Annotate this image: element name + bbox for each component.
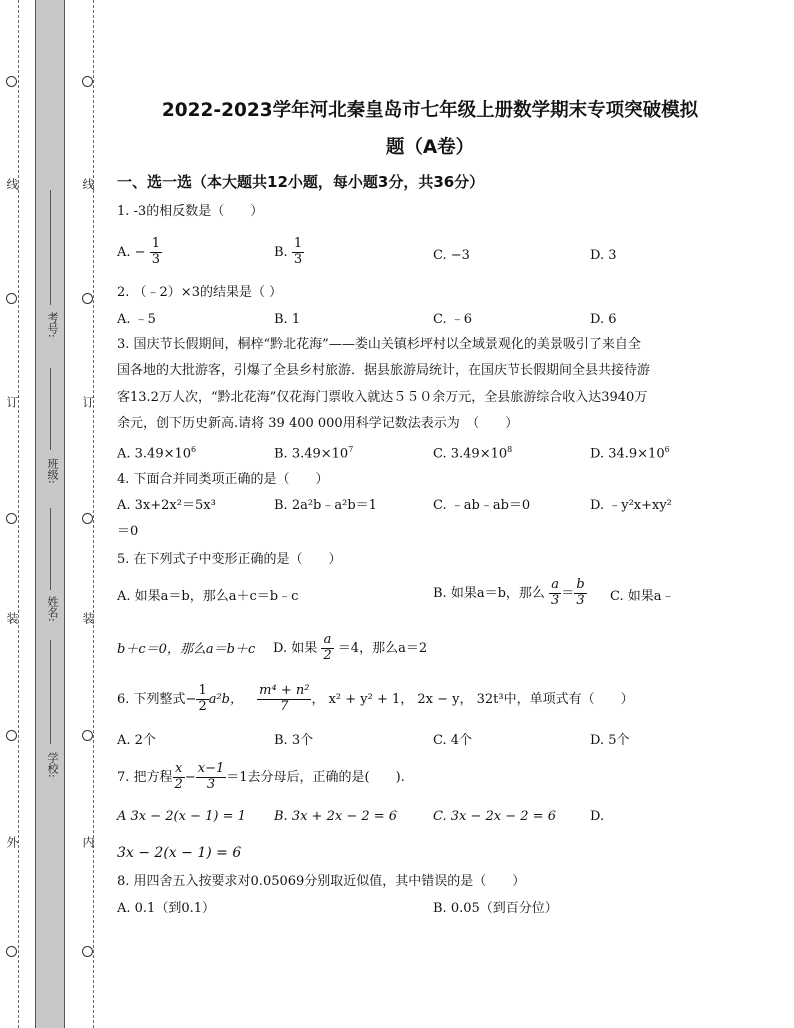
q5-b-prefix: B. 如果a＝b，那么: [433, 585, 545, 601]
q2-option-a: A. ﹣5: [117, 312, 156, 327]
q5-d-fraction: [321, 633, 333, 664]
q7-option-a: A 3x − 2(x − 1) = 1: [117, 809, 246, 824]
q4-option-c: C. ﹣ab﹣ab＝0: [433, 498, 531, 513]
punch-hole-right-3: [82, 513, 93, 524]
q4-option-d-continued: ＝0: [117, 524, 139, 539]
class-line: [50, 368, 51, 450]
q6-terms-rest: ， x² + y² + 1， 2x − y， 32t³中，单项式有（ ）: [311, 691, 634, 707]
q6-prefix: 6. 下列整式−: [117, 691, 197, 707]
q4-option-a: A. 3x+2x²＝5x³: [117, 498, 216, 513]
q6-option-a: A. 2个: [117, 733, 156, 748]
q6-stem: [117, 684, 634, 715]
q7-prefix: 7. 把方程: [117, 769, 173, 785]
q7-fraction-1: [173, 762, 185, 793]
q2-option-b: B. 1: [274, 312, 301, 327]
q3-line-2: 国各地的大批游客，引爆了全县乡村旅游．据县旅游局统计，在国庆节长假期间全县共接待游: [117, 363, 651, 378]
q6-option-b: B. 3个: [274, 733, 314, 748]
q3-option-a: [117, 446, 196, 460]
q5-option-a: A. 如果a＝b，那么a＋c＝b﹣c: [117, 589, 299, 604]
q1-b-fraction: [292, 237, 304, 268]
q5-option-b: [433, 578, 587, 609]
margin-char-wai: 外: [5, 836, 19, 848]
class-label: 班级:: [46, 458, 59, 484]
q5-stem: 5. 在下列式子中变形正确的是（ ）: [117, 552, 342, 567]
q1-a-fraction: [150, 237, 162, 268]
q7-minus: −: [184, 769, 196, 785]
school-label: 学校:: [46, 752, 59, 778]
q5-option-c-continued: b＋c＝0，那么a＝b＋c: [117, 642, 256, 657]
page-title-line-1: 2022-2023学年河北秦皇岛市七年级上册数学期末专项突破模拟: [161, 100, 699, 121]
q1-b-den: 3: [293, 251, 303, 267]
q1-b-label: B.: [274, 244, 288, 260]
punch-hole-left-4: [6, 730, 17, 741]
q1-option-a: [117, 237, 162, 268]
punch-hole-left-2: [6, 293, 17, 304]
section-heading: 一、选一选（本大题共12小题，每小题3分，共36分）: [117, 173, 485, 191]
margin-char-zhuang-outer: 装: [5, 612, 19, 624]
q6-option-c: C. 4个: [433, 733, 473, 748]
q3-a-exp: 6: [191, 445, 197, 454]
margin-char-xian-outer: 线: [5, 178, 19, 190]
q1-option-d: D. 3: [590, 248, 617, 263]
q6-f1-den: 2: [198, 698, 207, 714]
q6-term-1: a²b，: [208, 691, 244, 707]
q3-c-exp: 8: [507, 445, 513, 454]
q5-d-suffix: ＝4，那么a＝2: [337, 640, 428, 656]
q6-fraction-2: [257, 684, 311, 715]
margin-char-zhuang-inner: 装: [81, 612, 95, 624]
punch-hole-left-3: [6, 513, 17, 524]
q7-option-d-continued: 3x − 2(x − 1) = 6: [117, 845, 242, 861]
punch-hole-right-2: [82, 293, 93, 304]
q4-option-b: B. 2a²b﹣a²b＝1: [274, 498, 377, 513]
q7-suffix: ＝1去分母后，正确的是( ).: [226, 769, 405, 785]
outer-cut-line: [18, 0, 19, 1028]
q7-f2-num: x−1: [197, 761, 225, 776]
q5-b-num-2: b: [576, 577, 585, 592]
q7-option-c: C. 3x − 2x − 2 = 6: [433, 809, 556, 824]
q3-d-base: D. 34.9×10: [590, 446, 665, 462]
q6-f2-num: m⁴ + n²: [259, 683, 310, 698]
q1-option-b: [274, 237, 304, 268]
q3-d-exp: 6: [664, 445, 670, 454]
q5-b-fraction-2: [574, 578, 586, 609]
inner-cut-line: [93, 0, 94, 1028]
q5-b-den-2: 3: [576, 592, 585, 608]
q3-b-exp: 7: [348, 445, 354, 454]
q5-option-c: C. 如果a﹣: [610, 589, 675, 604]
q1-b-num: 1: [293, 236, 303, 251]
name-label: 姓名:: [46, 596, 59, 622]
q6-f1-num: 1: [198, 683, 207, 698]
q6-f2-den: 7: [280, 698, 289, 714]
exam-number-line: [50, 190, 51, 305]
exam-number-label: 考号:: [46, 312, 59, 338]
punch-hole-left-5: [6, 946, 17, 957]
q5-b-fraction-1: [549, 578, 561, 609]
q5-b-num-1: a: [549, 578, 561, 594]
q3-line-4: 余元，创下历史新高.请将 39 400 000用科学记数法表示为 （ ）: [117, 416, 519, 431]
q5-d-num: a: [321, 633, 333, 649]
q1-stem: 1. -3的相反数是（ ）: [117, 204, 264, 219]
punch-hole-right-5: [82, 946, 93, 957]
q3-c-base: C. 3.49×10: [433, 446, 508, 462]
punch-hole-left-1: [6, 76, 17, 87]
page-title-line-2: 题（A卷）: [385, 137, 475, 158]
q6-option-d: D. 5个: [590, 733, 630, 748]
q6-fraction-1: [196, 684, 208, 715]
q7-f1-den: 2: [174, 776, 183, 792]
q5-b-equals: ＝: [561, 585, 575, 601]
q3-a-base: A. 3.49×10: [117, 446, 192, 462]
q4-stem: 4. 下面合并同类项正确的是（ ）: [117, 472, 329, 487]
q3-line-3: 客13.2万人次，“黔北花海”仅花海门票收入就达５５０余万元，全县旅游综合收入达3940万: [117, 390, 648, 405]
school-line: [50, 640, 51, 744]
margin-char-nei: 内: [81, 836, 95, 848]
q8-option-a: A. 0.1（到0.1）: [117, 901, 216, 916]
q5-d-den: 2: [323, 647, 332, 663]
q3-option-b: [274, 446, 353, 460]
q7-option-b: B. 3x + 2x − 2 = 6: [274, 809, 398, 824]
margin-char-ding-outer: 订: [5, 396, 19, 408]
q5-b-den-1: 3: [551, 592, 560, 608]
q2-option-c: C. ﹣6: [433, 312, 473, 327]
q5-d-prefix: D. 如果: [273, 640, 318, 656]
q7-f2-den: 3: [206, 776, 216, 792]
q7-fraction-2: [196, 762, 227, 793]
q7-option-d: D.: [590, 809, 605, 824]
q4-option-d: D. ﹣y²x+xy²: [590, 498, 672, 513]
name-line: [50, 508, 51, 590]
q1-a-den: 3: [151, 251, 160, 267]
q7-stem: [117, 762, 405, 793]
q1-a-sign: −: [134, 244, 146, 260]
q1-option-c: C. −3: [433, 248, 470, 263]
q8-stem: 8. 用四舍五入按要求对0.05069分别取近似值，其中错误的是（ ）: [117, 874, 526, 889]
margin-char-xian-inner: 线: [81, 178, 95, 190]
q5-option-d: [273, 633, 427, 664]
q7-f1-num: x: [173, 762, 185, 778]
q1-a-label: A.: [117, 244, 131, 260]
punch-hole-right-1: [82, 76, 93, 87]
punch-hole-right-4: [82, 730, 93, 741]
q3-option-d: [590, 446, 670, 460]
q2-option-d: D. 6: [590, 312, 617, 327]
q2-stem: 2. （﹣2）×3的结果是（ ）: [117, 285, 283, 300]
q1-a-num: 1: [151, 236, 160, 251]
q3-b-base: B. 3.49×10: [274, 446, 349, 462]
q3-line-1: 3. 国庆节长假期间，桐梓“黔北花海”——娄山关镇杉坪村以全域景观化的美景吸引了来自全: [117, 337, 641, 352]
q3-option-c: [433, 446, 512, 460]
q8-option-b: B. 0.05（到百分位）: [433, 901, 558, 916]
margin-char-ding-inner: 订: [81, 396, 95, 408]
